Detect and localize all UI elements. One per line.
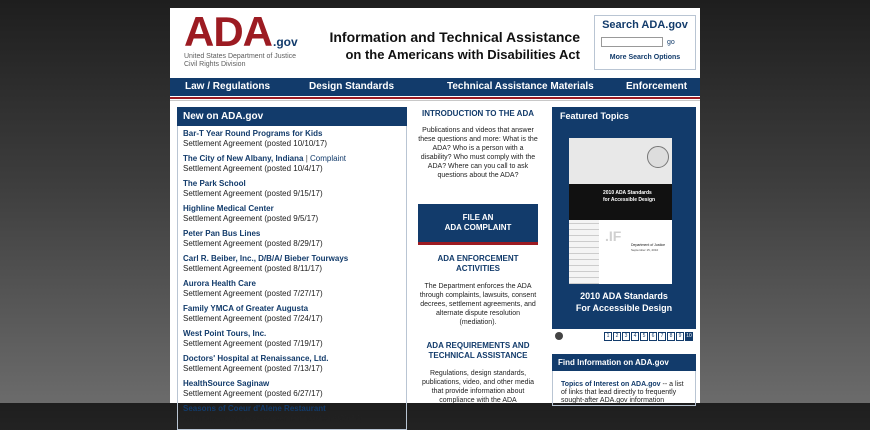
site-tagline xyxy=(315,29,580,63)
cover-blueprint-graphic xyxy=(569,220,599,284)
news-subtitle: Settlement Agreement (posted 7/19/17) xyxy=(183,339,323,348)
news-list xyxy=(177,126,407,430)
news-subtitle: Settlement Agreement (posted 7/27/17) xyxy=(183,289,323,298)
page-button-10[interactable]: 10 xyxy=(686,333,692,339)
tagline-line2: on the Americans with Disabilities Act xyxy=(345,47,580,62)
requirements-heading-line2: TECHNICAL ASSISTANCE xyxy=(428,351,528,360)
search-box xyxy=(594,15,696,70)
page-button-5[interactable]: 5 xyxy=(640,332,648,341)
page-button-1[interactable]: 1 xyxy=(604,332,612,341)
news-subtitle: Settlement Agreement (posted 9/5/17) xyxy=(183,214,319,223)
list-item xyxy=(183,229,401,249)
standards-cover-image[interactable] xyxy=(569,138,672,284)
requirements-heading-line1: ADA REQUIREMENTS AND xyxy=(426,341,530,350)
news-separator: | xyxy=(303,154,310,163)
complaint-line2: ADA COMPLAINT xyxy=(444,223,512,232)
logo-division: Civil Rights Division xyxy=(184,61,246,68)
page xyxy=(170,8,700,423)
news-link[interactable]: West Point Tours, Inc. xyxy=(183,329,267,338)
news-subtitle: Settlement Agreement (posted 8/11/17) xyxy=(183,264,323,273)
news-link[interactable]: Carl R. Beiber, Inc., D/B/A/ Bieber Tourways xyxy=(183,254,349,263)
nav-grey-divider xyxy=(170,100,700,101)
nav-design-standards[interactable]: Design Standards xyxy=(309,81,395,92)
cover-date: September 15, 2010 xyxy=(631,248,659,252)
news-link[interactable]: Peter Pan Bus Lines xyxy=(183,229,261,238)
news-subtitle: Settlement Agreement (posted 7/24/17) xyxy=(183,314,323,323)
list-item xyxy=(183,329,401,349)
cover-title-line2: for Accessible Design xyxy=(603,197,656,203)
logo-gov: .gov xyxy=(273,35,298,49)
tagline-line1: Information and Technical Assistance xyxy=(329,29,580,45)
news-subtitle: Settlement Agreement (posted 7/13/17) xyxy=(183,364,323,373)
news-link[interactable]: The City of New Albany, Indiana xyxy=(183,154,304,163)
more-search-options-link[interactable]: More Search Options xyxy=(609,54,681,61)
file-complaint-button[interactable] xyxy=(418,204,538,245)
logo-department: United States Department of Justice xyxy=(184,53,297,60)
center-column xyxy=(417,107,539,405)
logo-ada: ADA xyxy=(184,8,272,55)
list-item xyxy=(183,404,401,424)
caption-line1: 2010 ADA Standards xyxy=(580,291,668,301)
news-subtitle: Settlement Agreement (posted 10/4/17) xyxy=(183,164,323,173)
nav-technical-assistance-materials[interactable]: Technical Assistance Materials xyxy=(447,81,594,92)
search-go-button[interactable]: go xyxy=(667,38,675,46)
news-link[interactable]: Doctors' Hospital at Renaissance, Ltd. xyxy=(183,354,329,363)
list-item xyxy=(183,129,401,149)
cover-title-line1: 2010 ADA Standards xyxy=(603,190,652,196)
header xyxy=(170,8,700,76)
search-input[interactable] xyxy=(601,37,663,47)
nav-law-regulations[interactable]: Law / Regulations xyxy=(185,81,271,92)
list-item xyxy=(183,179,401,199)
doj-seal-icon xyxy=(647,146,669,168)
topics-of-interest-link[interactable]: Topics of Interest on ADA.gov xyxy=(561,381,661,388)
find-information-title: Find Information on ADA.gov xyxy=(552,354,696,371)
news-link[interactable]: Family YMCA of Greater Augusta xyxy=(183,304,309,313)
list-item xyxy=(183,379,401,399)
featured-topics-title: Featured Topics xyxy=(560,111,629,121)
page-button-8[interactable]: 8 xyxy=(667,332,675,341)
news-link[interactable]: Seasons of Coeur d'Alene Restaurant xyxy=(183,404,326,413)
cover-mark: .IF xyxy=(605,228,622,244)
requirements-heading-link[interactable] xyxy=(417,341,539,361)
page-button-3[interactable]: 3 xyxy=(622,332,630,341)
intro-text: Publications and videos that answer these questions and more: What is the ADA? Who is a person with a disability? Who must comply with the ADA? Where can you call to ask questions about the ADA? xyxy=(418,127,538,179)
right-column xyxy=(552,107,696,404)
topics-of-interest-text: -- a list of links that lead directly to frequently sought-after ADA.gov information xyxy=(561,381,684,404)
caption-line2: For Accessible Design xyxy=(575,303,673,313)
news-subtitle: Settlement Agreement (posted 10/10/17) xyxy=(183,139,328,148)
list-item xyxy=(183,154,401,174)
enforcement-text: The Department enforces the ADA through complaints, lawsuits, consent decrees, settlement agreements, and alternate dispute resolution (mediation). xyxy=(419,283,537,326)
featured-topics-panel xyxy=(552,107,696,329)
news-subtitle: Voluntary Compliance Agreement (posted 6/26/17) xyxy=(183,414,363,423)
carousel-pager xyxy=(552,330,696,344)
page-button-2[interactable]: 2 xyxy=(613,332,621,341)
complaint-line1: FILE AN xyxy=(462,213,494,222)
list-item xyxy=(183,204,401,224)
list-item xyxy=(183,304,401,324)
cover-department: Department of Justice xyxy=(631,243,666,247)
nav-enforcement[interactable]: Enforcement xyxy=(626,81,688,92)
list-item xyxy=(183,254,401,274)
enforcement-heading-line2: ACTIVITIES xyxy=(455,264,500,273)
page-button-9[interactable]: 9 xyxy=(676,332,684,341)
enforcement-heading-line1: ADA ENFORCEMENT xyxy=(437,254,519,263)
news-link[interactable]: HealthSource Saginaw xyxy=(183,379,270,388)
complaint-link[interactable]: Complaint xyxy=(310,154,347,163)
enforcement-heading-link[interactable] xyxy=(417,254,539,274)
page-button-4[interactable]: 4 xyxy=(631,332,639,341)
search-title: Search ADA.gov xyxy=(602,19,688,31)
requirements-text: Regulations, design standards, publications, video, and other media that provide information about compliance with the ADA xyxy=(421,370,535,404)
ada-logo[interactable] xyxy=(184,8,298,69)
news-link[interactable]: Bar-T Year Round Programs for Kids xyxy=(183,129,323,138)
new-on-ada-panel xyxy=(177,107,407,430)
intro-heading-link[interactable]: INTRODUCTION TO THE ADA xyxy=(422,109,534,118)
pause-icon[interactable] xyxy=(555,332,563,340)
news-subtitle: Settlement Agreement (posted 6/27/17) xyxy=(183,389,323,398)
nav-red-divider xyxy=(170,97,700,99)
news-link[interactable]: Aurora Health Care xyxy=(183,279,256,288)
news-subtitle: Settlement Agreement (posted 8/29/17) xyxy=(183,239,323,248)
new-on-ada-title: New on ADA.gov xyxy=(177,107,407,126)
page-button-7[interactable]: 7 xyxy=(658,332,666,341)
news-link[interactable]: The Park School xyxy=(183,179,246,188)
find-information-panel xyxy=(552,354,696,406)
news-subtitle: Settlement Agreement (posted 9/15/17) xyxy=(183,189,323,198)
page-button-6[interactable]: 6 xyxy=(649,332,657,341)
main-nav xyxy=(170,78,700,96)
news-link[interactable]: Highline Medical Center xyxy=(183,204,274,213)
list-item xyxy=(183,279,401,299)
list-item xyxy=(183,354,401,374)
featured-caption-link[interactable] xyxy=(552,290,696,314)
